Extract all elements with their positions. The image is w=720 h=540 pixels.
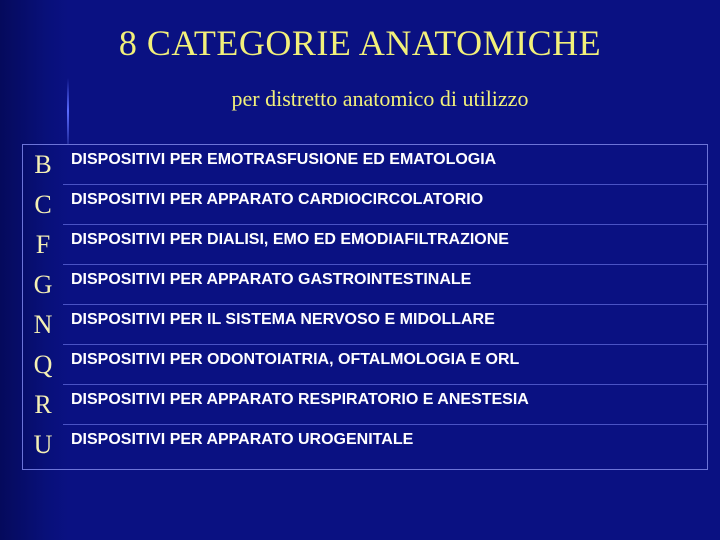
category-label: DISPOSITIVI PER APPARATO CARDIOCIRCOLATORIO [71, 191, 484, 208]
category-row [23, 425, 707, 465]
category-code: U [33, 430, 53, 459]
category-row [23, 305, 707, 345]
category-row [23, 145, 707, 185]
category-label: DISPOSITIVI PER IL SISTEMA NERVOSO E MIDOLLARE [71, 311, 495, 328]
category-row [23, 345, 707, 385]
category-row [23, 265, 707, 305]
category-code: G [33, 270, 53, 299]
category-label: DISPOSITIVI PER APPARATO RESPIRATORIO E ANESTESIA [71, 391, 529, 408]
page-title: 8 CATEGORIE ANATOMICHE [118, 23, 602, 63]
category-code: Q [33, 350, 53, 379]
category-row [23, 185, 707, 225]
categories-table [22, 144, 708, 470]
category-row [23, 385, 707, 425]
category-label: DISPOSITIVI PER APPARATO UROGENITALE [71, 431, 414, 448]
category-code: R [34, 390, 52, 419]
category-label: DISPOSITIVI PER APPARATO GASTROINTESTINALE [71, 271, 472, 288]
category-code: F [35, 230, 51, 259]
category-label: DISPOSITIVI PER DIALISI, EMO ED EMODIAFILTRAZIONE [71, 231, 509, 248]
category-label: DISPOSITIVI PER ODONTOIATRIA, OFTALMOLOGIA E ORL [71, 351, 520, 368]
category-code: B [34, 150, 52, 179]
category-row [23, 225, 707, 265]
category-code: C [34, 190, 52, 219]
category-code: N [33, 310, 53, 339]
page-subtitle: per distretto anatomico di utilizzo [231, 86, 529, 111]
category-label: DISPOSITIVI PER EMOTRASFUSIONE ED EMATOLOGIA [71, 151, 497, 168]
